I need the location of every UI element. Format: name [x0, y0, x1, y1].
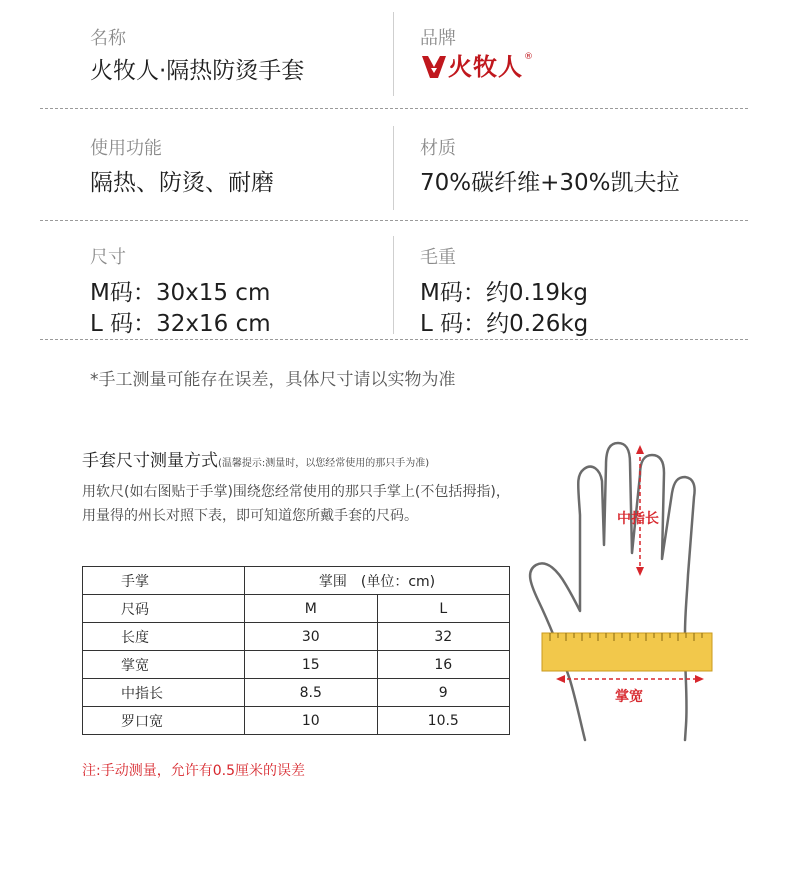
- table-cell: 10: [245, 707, 378, 735]
- measure-tip: (温馨提示:测量时，以您经常使用的那只手为准): [218, 458, 430, 469]
- product-name: 火牧人·隔热防烫手套: [90, 58, 305, 84]
- divider: [40, 220, 748, 221]
- table-header-cell: 手掌: [83, 567, 245, 595]
- table-cell: 罗口宽: [83, 707, 245, 735]
- table-cell: 掌宽: [83, 651, 245, 679]
- registered-mark: ®: [524, 52, 533, 62]
- hand-outline: [530, 443, 695, 740]
- measure-description: 用软尺(如右图贴于手掌)围绕您经常使用的那只手掌上(不包括拇指)，用量得的州长对照下表，即可知道您所戴手套的尺码。: [82, 484, 510, 524]
- table-row: [83, 595, 510, 623]
- table-cell: 9: [377, 679, 510, 707]
- table-cell: 8.5: [245, 679, 378, 707]
- middle-finger-label: 中指长: [617, 511, 659, 527]
- measure-note: 注:手动测量，允许有0.5厘米的误差: [82, 763, 305, 779]
- table-cell: 15: [245, 651, 378, 679]
- brand-logo: [420, 52, 533, 82]
- size-l: L 码：32x16 cm: [90, 311, 271, 337]
- table-row: [83, 651, 510, 679]
- table-row: [83, 623, 510, 651]
- size-m: M码：30x15 cm: [90, 280, 271, 306]
- function-value: 隔热、防烫、耐磨: [90, 170, 274, 196]
- measuring-tape: [542, 633, 712, 671]
- weight-label: 毛重: [420, 247, 456, 268]
- name-label: 名称: [90, 28, 126, 49]
- function-label: 使用功能: [90, 138, 162, 159]
- table-cell: 长度: [83, 623, 245, 651]
- column-divider: [393, 12, 394, 96]
- table-cell: L: [377, 595, 510, 623]
- measure-title-text: 手套尺寸测量方式: [82, 451, 218, 471]
- hand-diagram: [520, 435, 770, 755]
- table-row: [83, 707, 510, 735]
- table-row: [83, 679, 510, 707]
- flame-icon: [420, 54, 448, 80]
- size-label: 尺寸: [90, 247, 126, 268]
- divider: [40, 339, 748, 340]
- table-cell: 中指长: [83, 679, 245, 707]
- divider: [40, 108, 748, 109]
- table-cell: M: [245, 595, 378, 623]
- weight-l: L 码：约0.26kg: [420, 311, 589, 337]
- table-cell: 32: [377, 623, 510, 651]
- brand-name: 火牧人: [448, 53, 523, 81]
- table-cell: 30: [245, 623, 378, 651]
- material-label: 材质: [420, 138, 456, 159]
- column-divider: [393, 236, 394, 334]
- table-header-row: [83, 567, 510, 595]
- disclaimer: *手工测量可能存在误差，具体尺寸请以实物为准: [90, 370, 456, 390]
- table-header-cell: 掌围 (单位：cm): [245, 567, 510, 595]
- brand-label: 品牌: [420, 28, 456, 49]
- column-divider: [393, 126, 394, 210]
- size-table: [82, 566, 510, 735]
- table-cell: 16: [377, 651, 510, 679]
- table-cell: 尺码: [83, 595, 245, 623]
- table-cell: 10.5: [377, 707, 510, 735]
- material-value: 70%碳纤维+30%凯夫拉: [420, 170, 680, 196]
- weight-m: M码：约0.19kg: [420, 280, 588, 306]
- palm-width-label: 掌宽: [615, 689, 643, 705]
- measure-title: [82, 446, 429, 471]
